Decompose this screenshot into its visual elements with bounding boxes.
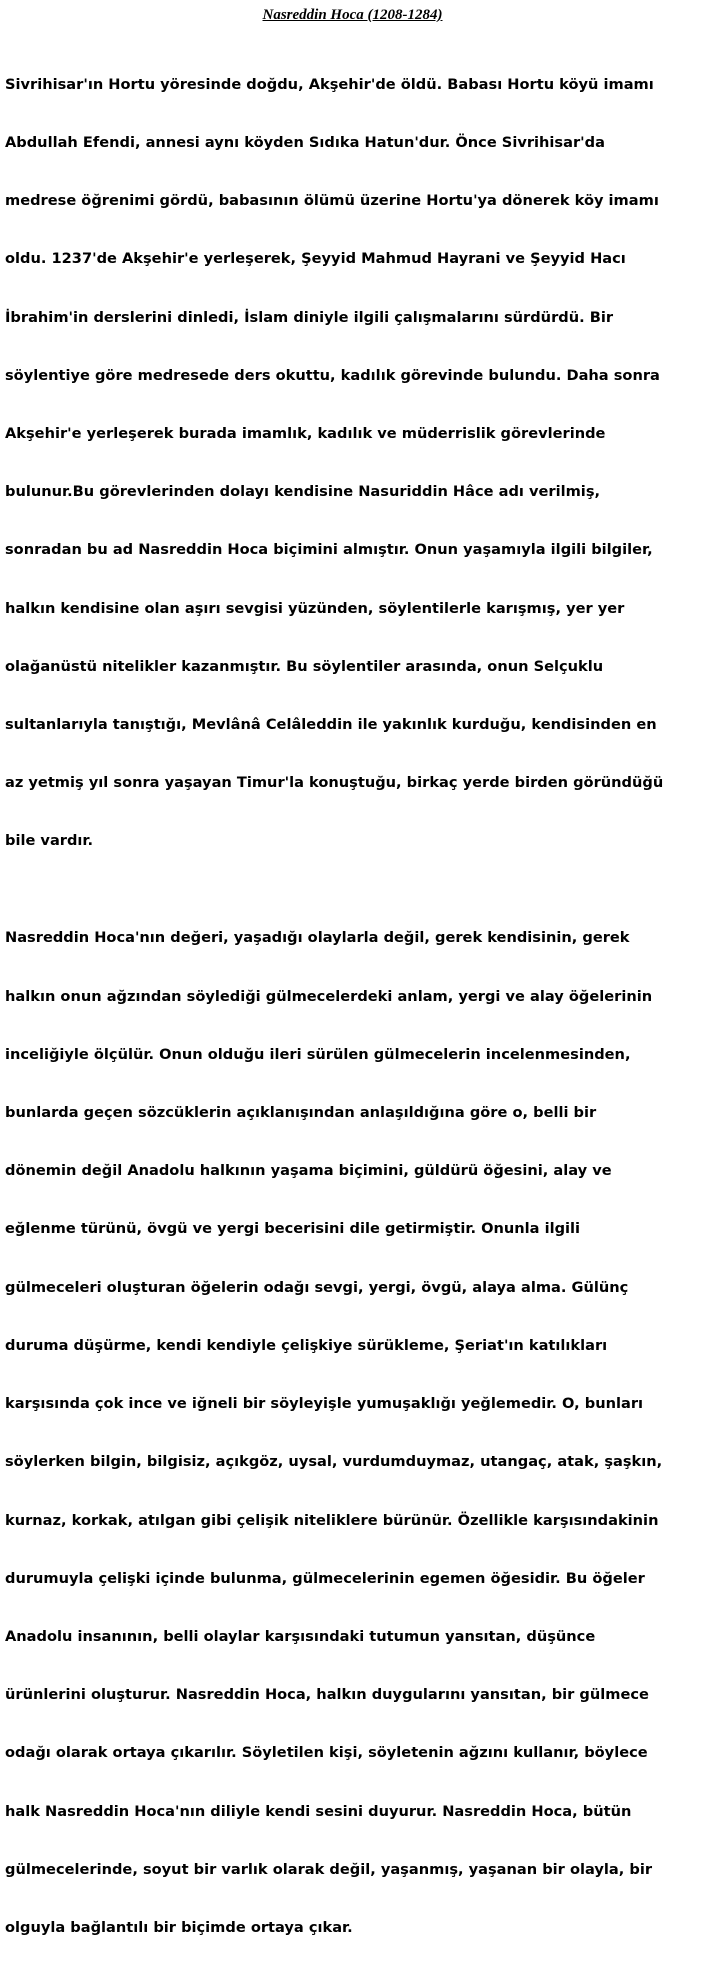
text-line: gülmeceleri oluşturan öğelerin odağı sevgi, yergi, övgü, alaya alma. Gülünç <box>5 1278 629 1296</box>
text-line: Akşehir'e yerleşerek burada imamlık, kadılık ve müderrislik görevlerinde <box>5 425 606 443</box>
document-title-text: Nasreddin Hoca (1208-1284) <box>262 7 443 23</box>
text-line: odağı olarak ortaya çıkarılır. Söyletilen kişi, söyletenin ağzını kullanır, böylece <box>5 1744 648 1762</box>
text-line: eğlenme türünü, övgü ve yergi becerisini dile getirmiştir. Onunla ilgili <box>5 1220 581 1238</box>
paragraph-humor-analysis <box>5 890 705 1976</box>
text-line: sultanlarıyla tanıştığı, Mevlânâ Celâleddin ile yakınlık kurduğu, kendisinden en <box>5 716 657 734</box>
text-line: oldu. 1237'de Akşehir'e yerleşerek, Şeyyid Mahmud Hayrani ve Şeyyid Hacı <box>5 250 626 268</box>
text-line: olağanüstü nitelikler kazanmıştır. Bu söylentiler arasında, onun Selçuklu <box>5 657 604 675</box>
text-line: karşısında çok ince ve iğneli bir söyleyişle yumuşaklığı yeğlemedir. O, bunları <box>5 1395 644 1413</box>
text-line: sonradan bu ad Nasreddin Hoca biçimini almıştır. Onun yaşamıyla ilgili bilgiler, <box>5 541 653 559</box>
text-line: Sivrihisar'ın Hortu yöresinde doğdu, Akşehir'de öldü. Babası Hortu köyü imamı <box>5 75 654 93</box>
text-line: inceliğiyle ölçülür. Onun olduğu ileri sürülen gülmecelerin incelenmesinden, <box>5 1045 631 1063</box>
paragraph-biography <box>5 36 705 890</box>
text-line: Anadolu insanının, belli olaylar karşısındaki tutumun yansıtan, düşünce <box>5 1627 596 1645</box>
text-line: dönemin değil Anadolu halkının yaşama biçimini, güldürü öğesini, alay ve <box>5 1162 612 1180</box>
document-title <box>5 5 705 25</box>
text-line: bile vardır. <box>5 832 94 850</box>
text-line: durumuyla çelişki içinde bulunma, gülmecelerinin egemen öğesidir. Bu öğeler <box>5 1569 645 1587</box>
text-line: duruma düşürme, kendi kendiyle çelişkiye sürükleme, Şeriat'ın katılıkları <box>5 1336 608 1354</box>
text-line: Abdullah Efendi, annesi aynı köyden Sıdıka Hatun'dur. Önce Sivrihisar'da <box>5 134 605 152</box>
text-line: olguyla bağlantılı bir biçimde ortaya çıkar. <box>5 1918 353 1936</box>
text-line: az yetmiş yıl sonra yaşayan Timur'la konuştuğu, birkaç yerde birden göründüğü <box>5 774 664 792</box>
text-line: halkın kendisine olan aşırı sevgisi yüzünden, söylentilerle karışmış, yer yer <box>5 599 625 617</box>
text-line: bulunur.Bu görevlerinden dolayı kendisine Nasuriddin Hâce adı verilmiş, <box>5 483 601 501</box>
text-line: ürünlerini oluşturur. Nasreddin Hoca, halkın duygularını yansıtan, bir gülmece <box>5 1686 649 1704</box>
text-line: söylentiye göre medresede ders okuttu, kadılık görevinde bulundu. Daha sonra <box>5 366 660 384</box>
text-line: Nasreddin Hoca'nın değeri, yaşadığı olaylarla değil, gerek kendisinin, gerek <box>5 929 630 947</box>
text-line: İbrahim'in derslerini dinledi, İslam diniyle ilgili çalışmalarını sürdürdü. Bir <box>5 308 614 326</box>
text-line: bunlarda geçen sözcüklerin açıklanışından anlaşıldığına göre o, belli bir <box>5 1104 597 1122</box>
text-line: halkın onun ağzından söylediği gülmecelerdeki anlam, yergi ve alay öğelerinin <box>5 987 653 1005</box>
text-line: halk Nasreddin Hoca'nın diliyle kendi sesini duyurur. Nasreddin Hoca, bütün <box>5 1802 632 1820</box>
text-line: medrese öğrenimi gördü, babasının ölümü üzerine Hortu'ya dönerek köy imamı <box>5 192 659 210</box>
text-line: gülmecelerinde, soyut bir varlık olarak değil, yaşanmış, yaşanan bir olayla, bir <box>5 1860 653 1878</box>
text-line: kurnaz, korkak, atılgan gibi çelişik niteliklere bürünür. Özellikle karşısındakinin <box>5 1511 659 1529</box>
text-line: söylerken bilgin, bilgisiz, açıkgöz, uysal, vurdumduymaz, utangaç, atak, şaşkın, <box>5 1453 663 1471</box>
